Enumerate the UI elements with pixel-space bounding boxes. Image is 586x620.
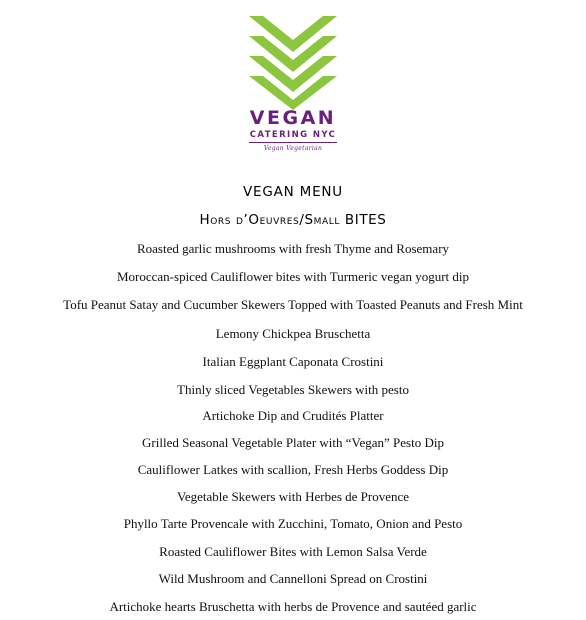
menu-item: Phyllo Tarte Provencale with Zucchini, Tomato, Onion and Pesto [123,516,463,531]
menu-item: Cauliflower Latkes with scallion, Fresh Herbs Goddess Dip [137,462,449,477]
section-title: Hors d’Oeuvres/Small BITES [199,212,387,228]
menu-item: Roasted Cauliflower Bites with Lemon Salsa Verde [159,544,427,559]
menu-item: Moroccan-spiced Cauliflower bites with Turmeric vegan yogurt dip [116,269,469,284]
menu-item: Vegetable Skewers with Herbes de Provence [176,489,410,504]
logo-tagline: Vegan Vegetarian [263,145,323,152]
menu-item: Roasted garlic mushrooms with fresh Thyme and Rosemary [136,241,450,256]
menu-item: Artichoke Dip and Crudités Platter [202,408,384,423]
logo-subtitle: CATERING NYC [249,130,337,140]
menu-item: Italian Eggplant Caponata Crostini [202,354,384,369]
logo-divider [249,142,337,143]
menu-item: Tofu Peanut Satay and Cucumber Skewers Topped with Toasted Peanuts and Fresh Mint [63,297,523,312]
menu-item: Lemony Chickpea Bruschetta [215,326,371,341]
menu-item: Thinly sliced Vegetables Skewers with pesto [177,382,409,397]
menu-item: Grilled Seasonal Vegetable Plater with “Vegan” Pesto Dip [142,435,444,450]
menu-item: Artichoke hearts Bruschetta with herbs de Provence and sautéed garlic [109,599,477,614]
logo-brand-name: VEGAN [249,107,337,129]
menu-item: Wild Mushroom and Cannelloni Spread on Crostini [158,571,428,586]
chevron-logo-icon [243,14,343,110]
vegan-catering-logo [243,14,343,156]
menu-title: VEGAN MENU [242,184,343,200]
